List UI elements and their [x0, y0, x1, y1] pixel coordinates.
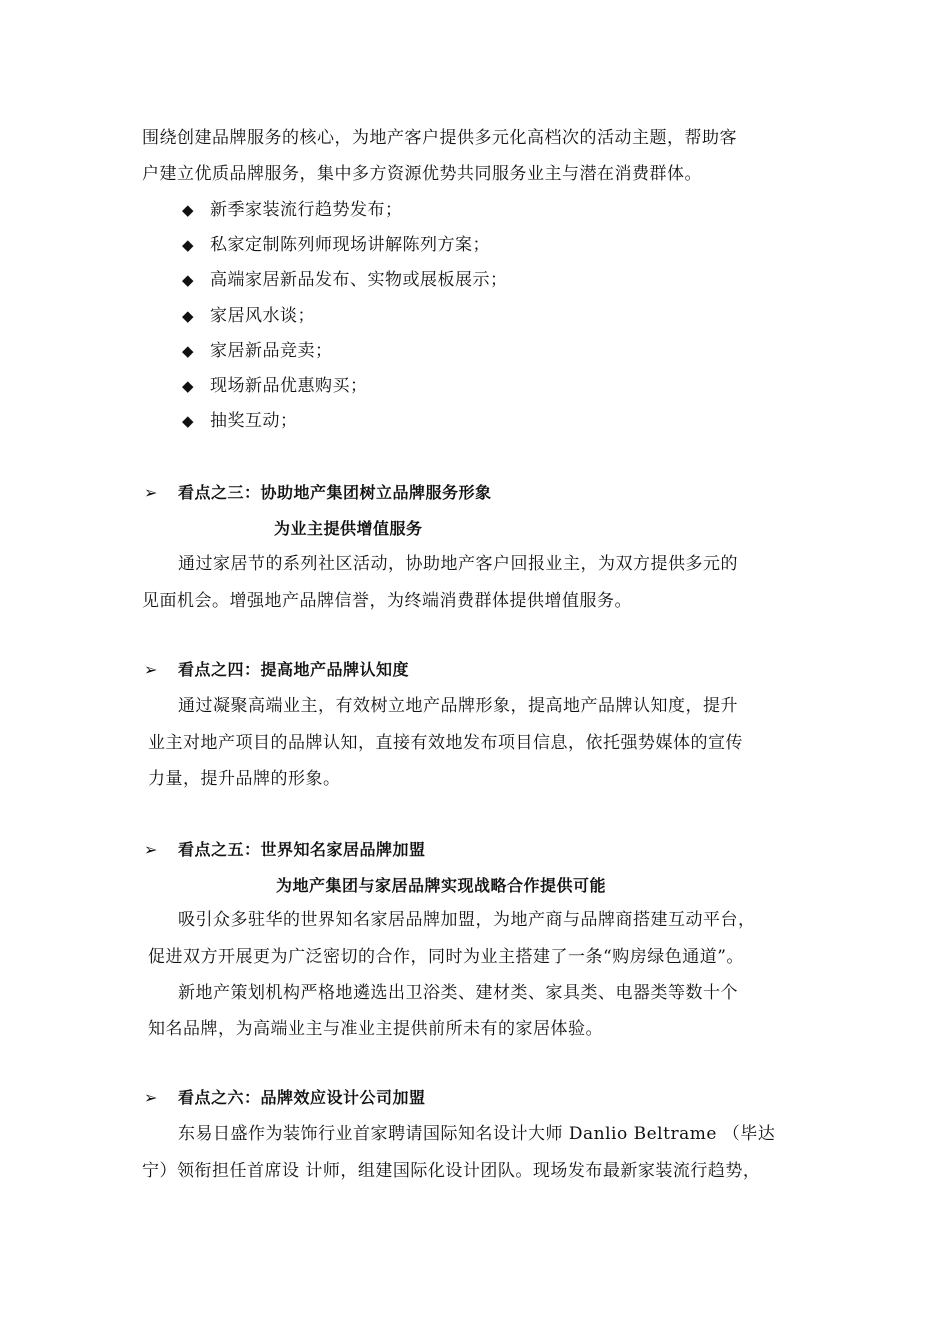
list-item: 新季家装流行趋势发布；	[210, 200, 403, 220]
diamond-bullet-icon: ◆	[182, 307, 194, 325]
list-item: 现场新品优惠购买；	[210, 376, 368, 396]
intro-line-2: 户建立优质品牌服务，集中多方资源优势共同服务业主与潜在消费群体。	[142, 164, 702, 184]
section5-body-1: 吸引众多驻华的世界知名家居品牌加盟，为地产商与品牌商搭建互动平台，	[178, 910, 756, 930]
section4-body-1: 通过凝聚高端业主，有效树立地产品牌形象，提高地产品牌认知度，提升	[178, 696, 738, 716]
section6-body-2: 宁）领衔担任首席设 计师，组建国际化设计团队。现场发布最新家装流行趋势，	[142, 1161, 761, 1181]
list-item: 高端家居新品发布、实物或展板展示；	[210, 270, 508, 290]
diamond-bullet-icon: ◆	[182, 412, 194, 430]
list-item: 抽奖互动；	[210, 411, 298, 431]
arrow-bullet-icon: ➢	[144, 483, 158, 502]
arrow-bullet-icon: ➢	[144, 660, 158, 679]
list-item: 家居新品竞卖；	[210, 341, 333, 361]
section3-body-2: 见面机会。增强地产品牌信誉，为终端消费群体提供增值服务。	[142, 591, 632, 611]
arrow-bullet-icon: ➢	[144, 840, 158, 859]
section6-title: 看点之六：品牌效应设计公司加盟	[178, 1088, 426, 1107]
diamond-bullet-icon: ◆	[182, 377, 194, 395]
diamond-bullet-icon: ◆	[182, 271, 194, 289]
section5-subtitle: 为地产集团与家居品牌实现战略合作提供可能	[276, 876, 607, 895]
section4-body-2: 业主对地产项目的品牌认知，直接有效地发布项目信息，依托强势媒体的宣传	[148, 733, 743, 753]
section5-title: 看点之五：世界知名家居品牌加盟	[178, 840, 426, 859]
section5-body-2: 促进双方开展更为广泛密切的合作，同时为业主搭建了一条“购房绿色通道”。	[148, 947, 744, 967]
section3-body-1: 通过家居节的系列社区活动，协助地产客户回报业主，为双方提供多元的	[178, 554, 738, 574]
diamond-bullet-icon: ◆	[182, 236, 194, 254]
section5-body-4: 知名品牌，为高端业主与准业主提供前所未有的家居体验。	[148, 1019, 603, 1039]
section3-subtitle: 为业主提供增值服务	[274, 519, 423, 538]
diamond-bullet-icon: ◆	[182, 342, 194, 360]
list-item: 家居风水谈；	[210, 306, 315, 326]
arrow-bullet-icon: ➢	[144, 1088, 158, 1107]
section5-body-3: 新地产策划机构严格地遴选出卫浴类、建材类、家具类、电器类等数十个	[178, 983, 738, 1003]
section4-body-3: 力量，提升品牌的形象。	[148, 769, 341, 789]
section4-title: 看点之四：提高地产品牌认知度	[178, 660, 410, 679]
intro-line-1: 围绕创建品牌服务的核心，为地产客户提供多元化高档次的活动主题，帮助客	[142, 128, 737, 148]
list-item: 私家定制陈列师现场讲解陈列方案；	[210, 235, 490, 255]
section3-title: 看点之三：协助地产集团树立品牌服务形象	[178, 483, 492, 502]
section6-body-1: 东易日盛作为装饰行业首家聘请国际知名设计大师 Danlio Beltrame （毕达	[178, 1124, 776, 1144]
diamond-bullet-icon: ◆	[182, 201, 194, 219]
